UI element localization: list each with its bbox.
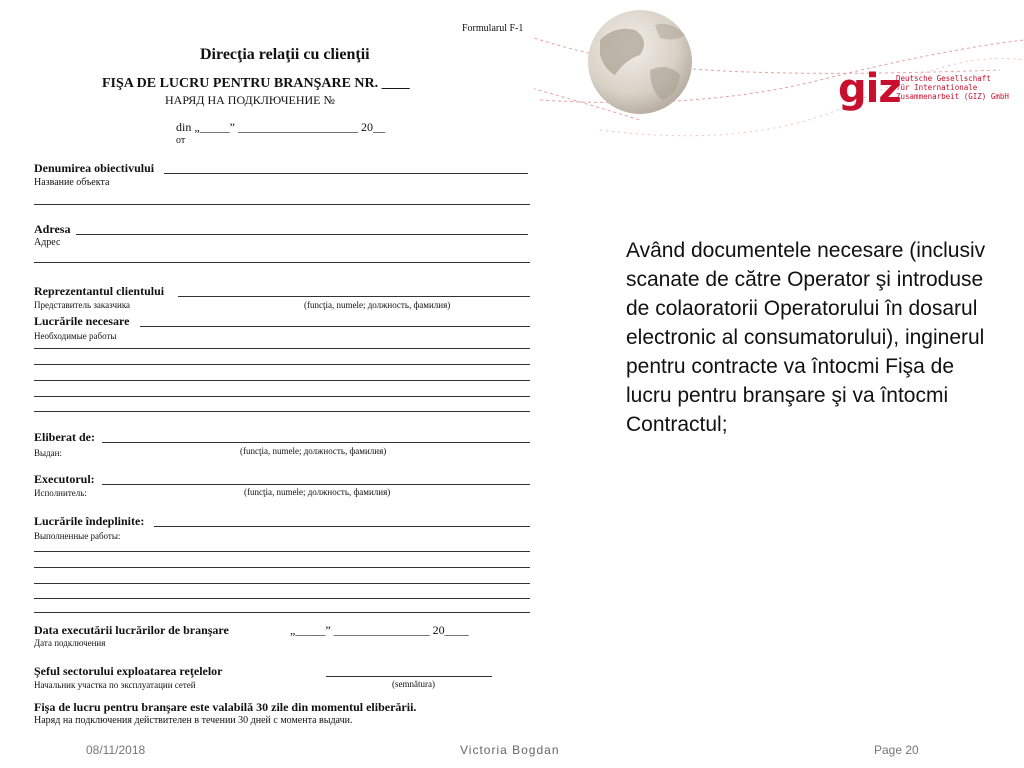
giz-logo-mark: giz (838, 66, 901, 112)
footer-author: Victoria Bogdan (460, 743, 560, 757)
giz-logo-line: Zusammenarbeit (GIZ) GmbH (896, 92, 1009, 101)
validity-ro: Fişa de lucru pentru branşare este valabilă 30 zile din momentul eliberării. (34, 700, 417, 714)
footer-date: 08/11/2018 (86, 743, 146, 757)
field-label-ru: Представитель заказчика (34, 300, 131, 310)
seful-ru: Начальник участка по эксплуатации сетей (34, 680, 196, 690)
validity-ru: Наряд на подключения действителен в течении 30 дней с момента выдачи. (34, 715, 353, 726)
fill-line (34, 396, 530, 397)
fill-line (76, 234, 528, 235)
form-date-ru: от (176, 135, 186, 146)
fill-line (34, 551, 530, 552)
fill-line (34, 583, 530, 584)
fill-line (154, 526, 530, 527)
fill-line (34, 567, 530, 568)
fill-line (34, 598, 530, 599)
fill-line (34, 411, 530, 412)
form-date-line: din „_____” ____________________ 20__ (176, 120, 385, 134)
field-label-ru: Выполненные работы: (34, 531, 121, 541)
form-title-ro: FIŞA DE LUCRU PENTRU BRANŞARE NR. ____ (102, 76, 410, 91)
data-executarii-ru: Дата подключения (34, 638, 106, 648)
fill-line (34, 380, 530, 381)
field-label-ru: Выдан: (34, 448, 62, 458)
data-executarii-label: Data executării lucrărilor de branşare (34, 623, 229, 637)
fill-line (102, 442, 530, 443)
formular-label: Formularul F-1 (462, 23, 524, 34)
fill-line (140, 326, 530, 327)
field-label-ru: Название объекта (34, 177, 110, 188)
fill-line (34, 204, 530, 205)
field-label-ro: Executorul: (34, 472, 95, 486)
giz-logo-subtitle (896, 74, 1009, 101)
giz-logo-line: Deutsche Gesellschaft (896, 74, 991, 83)
fill-line (164, 173, 528, 174)
footer-page-number: Page 20 (874, 743, 919, 757)
field-label-ru: Необходимые работы (34, 331, 117, 341)
scanned-form-f1 (22, 0, 534, 738)
field-label-ru: Адрес (34, 237, 61, 248)
form-title-ru: НАРЯД НА ПОДКЛЮЧЕНИЕ № (165, 93, 335, 107)
signature-hint: (semnătura) (392, 679, 435, 689)
field-label-ro: Reprezentantul clientului (34, 284, 165, 298)
field-label-ro: Lucrările necesare (34, 314, 130, 328)
form-department: Direcţia relaţii cu clienţii (200, 46, 370, 63)
signature-line (326, 676, 492, 677)
fill-line (34, 262, 530, 263)
fill-line (102, 484, 530, 485)
seful-label: Şeful sectorului exploatarea reţelelor (34, 664, 223, 678)
field-label-ru: Исполнитель: (34, 488, 87, 498)
field-label-ro: Denumirea obiectivului (34, 161, 155, 175)
field-label-ro: Adresa (34, 222, 71, 236)
giz-logo-line: für Internationale (896, 83, 978, 92)
field-label-ro: Eliberat de: (34, 430, 95, 444)
globe-icon (588, 10, 692, 114)
fill-line (178, 296, 530, 297)
fill-line (34, 364, 530, 365)
slide-body-text: Având documentele necesare (inclusiv scanate de către Operator şi introduse de colaoratorii Operatorului în dosarul electronic al consumatorului), inginerul pentru contracte va întocmi Fişa de lucru pentru branşare şi va întocmi Contractul; (626, 239, 986, 436)
field-hint: (funcţia, numele; должность, фамилия) (304, 300, 451, 310)
field-hint: (funcţia, numele; должность, фамилия) (240, 446, 387, 456)
field-hint: (funcţia, numele; должность, фамилия) (244, 487, 391, 497)
data-executarii-value: „_____” ________________ 20____ (290, 623, 469, 637)
field-label-ro: Lucrările îndeplinite: (34, 514, 145, 528)
fill-line (34, 348, 530, 349)
fill-line (34, 612, 530, 613)
